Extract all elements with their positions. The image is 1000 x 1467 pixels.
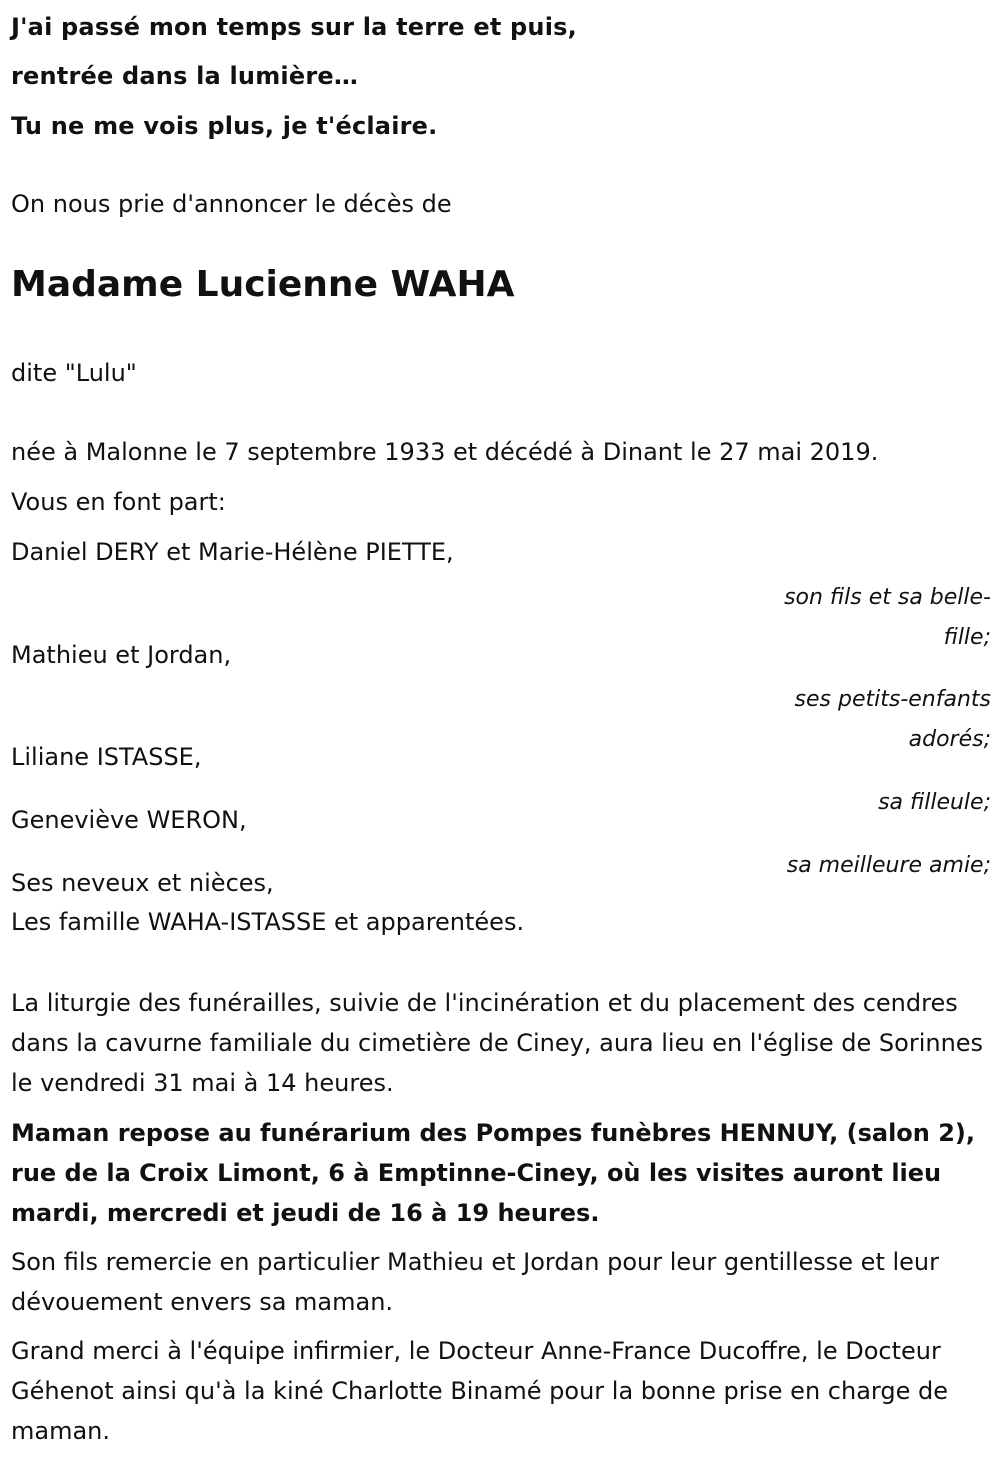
family-member-relation: ses petits-enfants adorés; <box>794 687 991 752</box>
others-line-1: Ses neveux et nièces, <box>11 869 274 897</box>
poem-line-3: Tu ne me vois plus, je t'éclaire. <box>11 112 438 140</box>
family-member-relation: sa filleule; <box>878 790 991 815</box>
others-line-2: Les famille WAHA-ISTASSE et apparentées. <box>11 908 525 936</box>
obituary-page <box>11 0 991 1467</box>
thanks-team-paragraph: Grand merci à l'équipe infirmier, le Docteur Anne-France Ducoffre, le Docteur Géhenot ainsi qu'à la kiné Charlotte Binamé pour la bonne prise en charge de maman. <box>11 1337 948 1445</box>
family-intro: Vous en font part: <box>11 488 226 516</box>
birth-death-line: née à Malonne le 7 septembre 1933 et décédé à Dinant le 27 mai 2019. <box>11 438 879 466</box>
deceased-name: Madame Lucienne WAHA <box>11 264 515 305</box>
poem-line-2: rentrée dans la lumière… <box>11 62 359 90</box>
funeral-paragraph: La liturgie des funérailles, suivie de l'incinération et du placement des cendres dans la cavurne familiale du cimetière de Ciney, aura lieu en l'église de Sorinnes le vendredi 31 mai à 14 heures. <box>11 989 984 1097</box>
family-member-names: Liliane ISTASSE, <box>11 743 202 771</box>
deceased-nickname: dite "Lulu" <box>11 359 137 387</box>
family-member-names: Geneviève WERON, <box>11 806 247 834</box>
family-member-names: Mathieu et Jordan, <box>11 641 232 669</box>
visitation-paragraph: Maman repose au funérarium des Pompes funèbres HENNUY, (salon 2), rue de la Croix Limont, 6 à Emptinne-Ciney, où les visites auront lieu mardi, mercredi et jeudi de 16 à 19 heures. <box>11 1119 976 1227</box>
poem-line-1: J'ai passé mon temps sur la terre et puis, <box>11 13 577 41</box>
announcement-text: On nous prie d'annoncer le décès de <box>11 190 452 218</box>
family-member-relation: sa meilleure amie; <box>786 853 991 878</box>
thanks-son-paragraph: Son fils remercie en particulier Mathieu et Jordan pour leur gentillesse et leur dévouement envers sa maman. <box>11 1248 939 1316</box>
family-member-names: Daniel DERY et Marie-Hélène PIETTE, <box>11 538 454 566</box>
family-member-relation: son fils et sa belle-fille; <box>784 585 991 650</box>
